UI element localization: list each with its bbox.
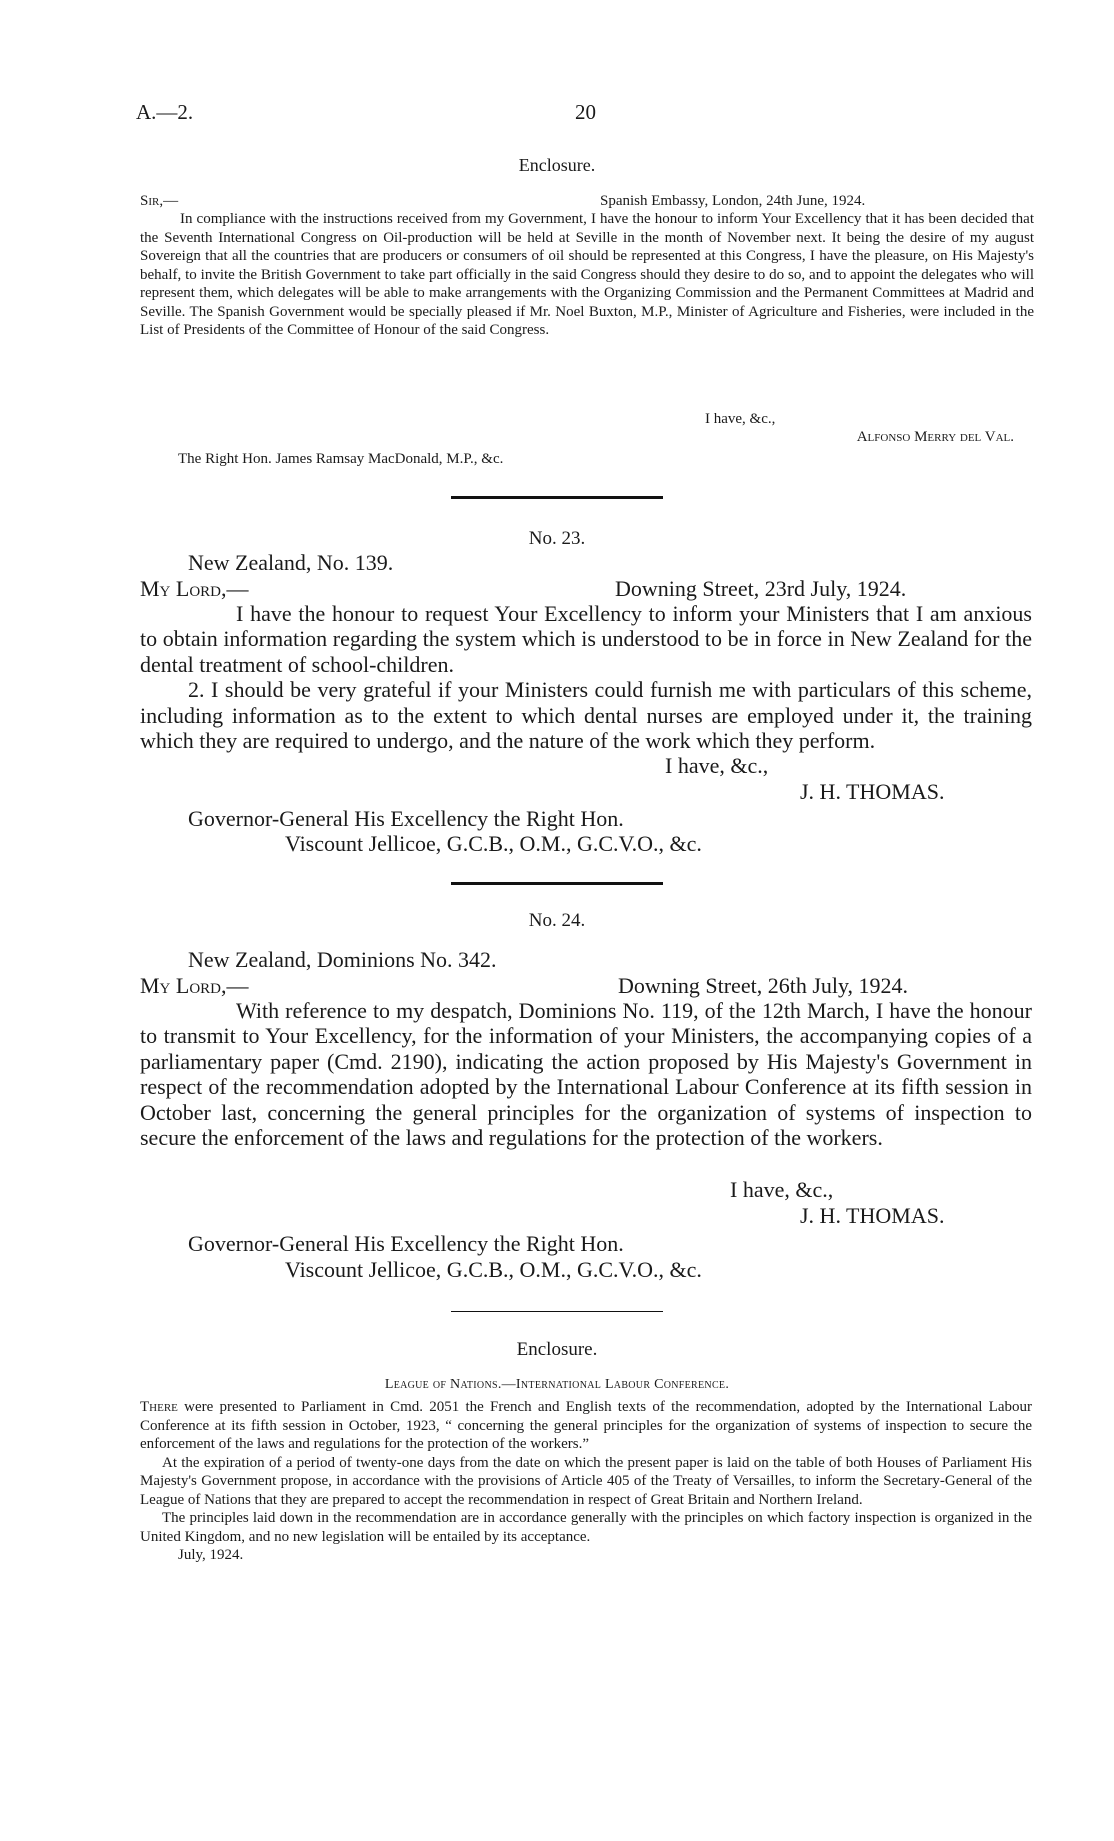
document-reference: A.—2.: [136, 100, 194, 124]
enclosure-body: [140, 1398, 1032, 1565]
enclosure-date: July, 1924.: [178, 1547, 244, 1563]
letter-signature: J. H. THOMAS.: [800, 1203, 945, 1228]
letter-address: Downing Street, 23rd July, 1924.: [615, 576, 907, 601]
enclosure-addressee: The Right Hon. James Ramsay MacDonald, M.P., &c.: [178, 451, 504, 467]
letter-closing: I have, &c.,: [665, 753, 769, 778]
letter-number: No. 23.: [528, 528, 586, 549]
letter-closing: I have, &c.,: [730, 1177, 834, 1202]
letter-paragraph: 2. I should be very grateful if your Ministers could furnish me with particulars of this scheme, including information as to the extent to which dental nurses are employed under it, the training which they are required to undergo, and the nature of the work which they perform.: [140, 677, 1032, 754]
letter-reference: New Zealand, Dominions No. 342.: [188, 947, 497, 972]
letter-reference: New Zealand, No. 139.: [188, 550, 394, 575]
enclosure-paragraph: The principles laid down in the recommendation are in accordance generally with the principles on which factory inspection is organized in the United Kingdom, and no new legislation will be entailed by its acceptance.: [140, 1510, 1032, 1545]
enclosure-paragraph: [140, 1398, 1032, 1454]
letter-body: [140, 601, 1032, 778]
enclosure-heading: League of Nations.—International Labour Conference.: [384, 1377, 730, 1392]
enclosure-address: Spanish Embassy, London, 24th June, 1924.: [600, 193, 866, 209]
letter-address: Downing Street, 26th July, 1924.: [618, 973, 909, 998]
enclosure-title: Enclosure.: [516, 1339, 598, 1360]
letter-addressee: Governor-General His Excellency the Right Hon.: [188, 806, 624, 831]
section-divider: [451, 1311, 663, 1312]
enclosure-paragraph: In compliance with the instructions received from my Government, I have the honour to inform Your Excellency that it has been decided that the Seventh International Congress on Oil-production will be held at Seville in the month of November next. It being the desire of my august Sovereign that all the countries that are producers or consumers of oil should be represented at this Congress, I have the pleasure, on His Majesty's behalf, to invite the British Government to take part officially in the said Congress should they desire to do so, and to appoint the delegates who will represent them, which delegates will be able to make arrangements with the Organizing Commission and the Permanent Committees at Madrid and Seville. The Spanish Government would be specially pleased if Mr. Noel Buxton, M.P., Minister of Agriculture and Fisheries, were included in the List of Presidents of the Committee of Honour of the said Congress.: [140, 211, 1034, 338]
letter-addressee: Viscount Jellicoe, G.C.B., O.M., G.C.V.O., &c.: [285, 831, 702, 856]
section-divider: [451, 496, 663, 499]
page-number: 20: [575, 100, 596, 124]
letter-body: [140, 998, 1032, 1202]
letter-paragraph: With reference to my despatch, Dominions No. 119, of the 12th March, I have the honour to transmit to Your Excellency, for the information of your Ministers, the accompanying copies of a parliamentary paper (Cmd. 2190), indicating the action proposed by His Majesty's Government in respect of the recommendation adopted by the International Labour Conference at its fifth session in October last, concerning the general principles for the organization of systems of inspection to secure the enforcement of the laws and regulations for the protection of the workers.: [140, 998, 1032, 1151]
letter-number: No. 24.: [528, 910, 586, 931]
letter-signature: J. H. THOMAS.: [800, 779, 945, 804]
enclosure-signature: Alfonso Merry del Val.: [856, 429, 1014, 445]
letter-paragraph: I have the honour to request Your Excellency to inform your Ministers that I am anxious to obtain information regarding the system which is understood to be in force in New Zealand for the dental treatment of school-children.: [140, 601, 1032, 677]
letter-salutation: My Lord,—: [140, 576, 249, 601]
letter-addressee: Governor-General His Excellency the Right Hon.: [188, 1231, 624, 1256]
enclosure-closing: I have, &c.,: [705, 411, 776, 427]
enclosure-paragraph: At the expiration of a period of twenty-one days from the date on which the present paper is laid on the table of both Houses of Parliament His Majesty's Government propose, in accordance with the provisions of Article 405 of the Treaty of Versailles, to inform the Secretary-General of the League of Nations that they are prepared to accept the recommendation in respect of Great Britain and Northern Ireland.: [140, 1454, 1032, 1508]
paragraph-text: were presented to Parliament in Cmd. 2051 the French and English texts of the recommendation, adopted by the International Labour Conference at its fifth session in October, 1923, “ concerning the general principles for the organization of systems of inspection to secure the enforcement of the laws and regulations for the protection of the workers.”: [140, 1399, 1032, 1452]
enclosure-title: Enclosure.: [518, 155, 596, 175]
letter-salutation: My Lord,—: [140, 973, 249, 998]
paragraph-lead-word: There: [140, 1399, 178, 1415]
letter-addressee: Viscount Jellicoe, G.C.B., O.M., G.C.V.O., &c.: [285, 1257, 702, 1282]
enclosure-salutation: Sir,—: [140, 193, 179, 209]
section-divider: [451, 882, 663, 885]
enclosure-body: [140, 210, 1034, 427]
